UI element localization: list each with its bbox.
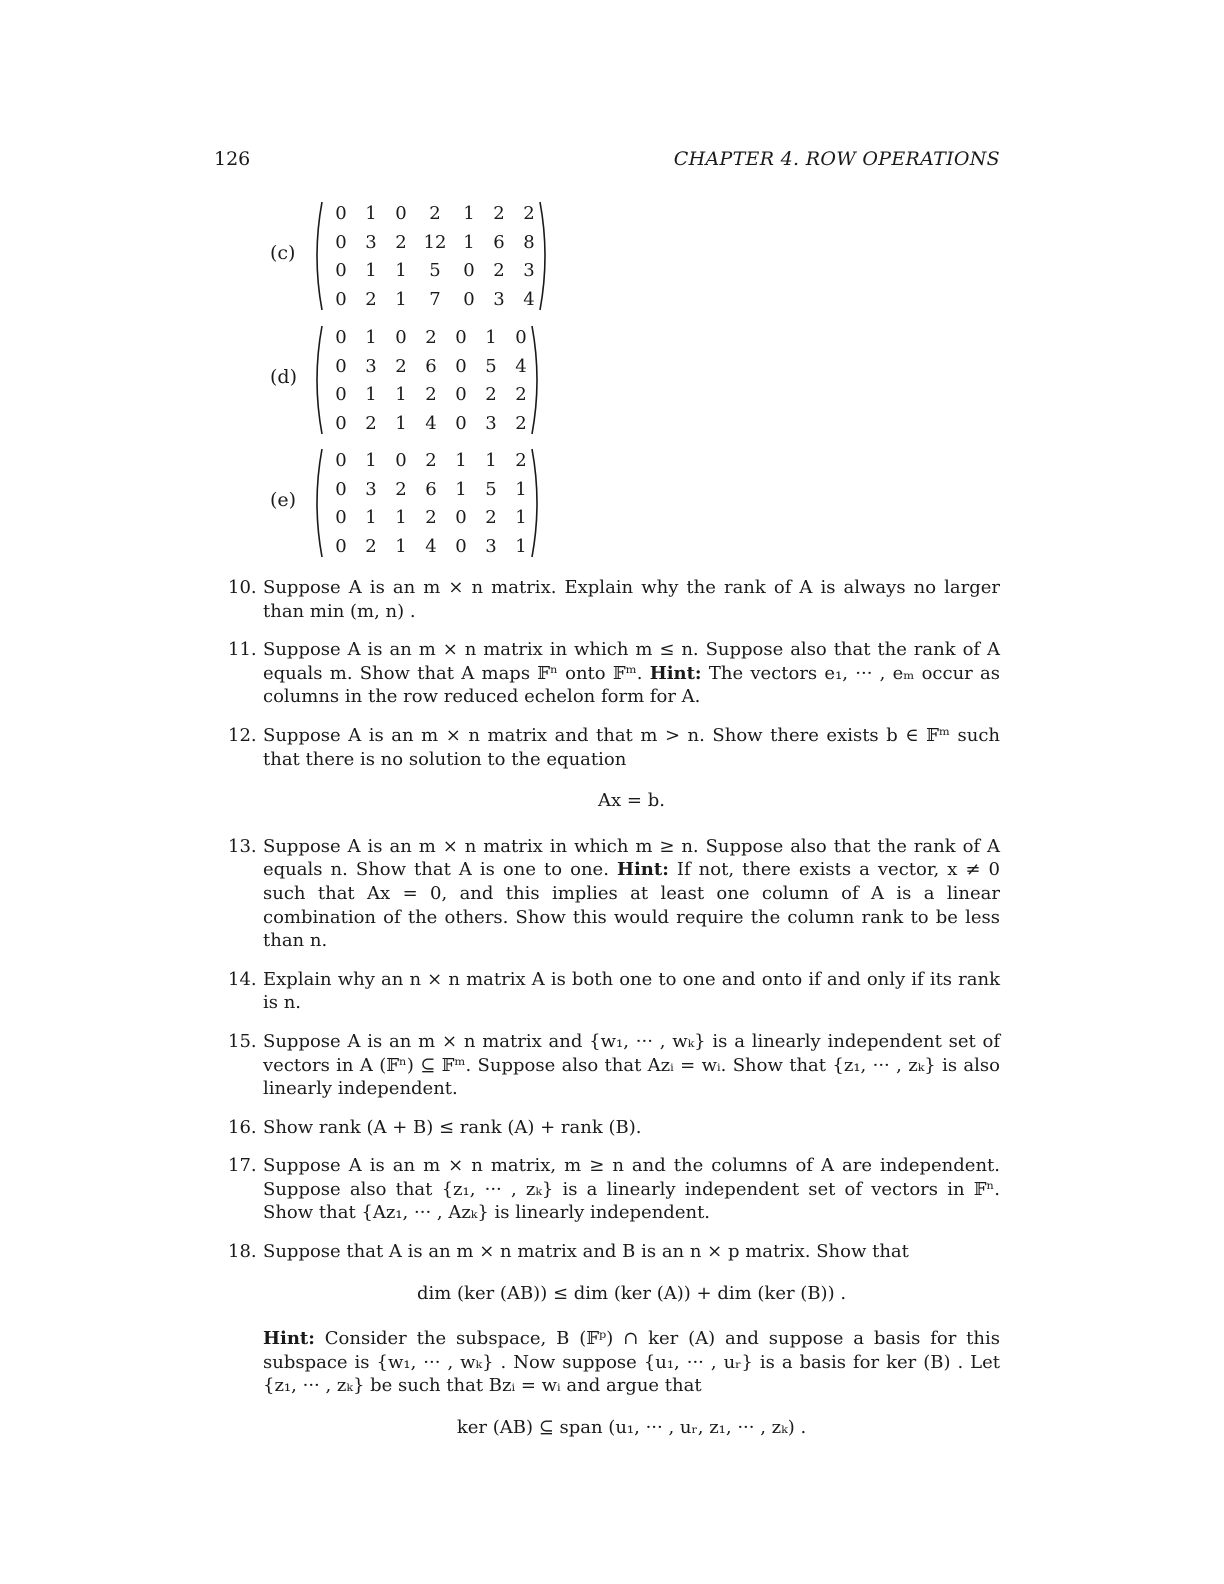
matrix-cell: 1 [365,260,377,281]
matrix-cell: 1 [463,203,475,224]
matrix-cell: 2 [523,203,535,224]
matrix-cell: 3 [365,355,377,377]
matrix-grid [326,447,536,561]
matrix-cell: 1 [395,288,407,310]
page-number: 126 [214,148,251,170]
problem-text: Suppose A is an m × n matrix and that m > n. Show there exists b ∈ 𝔽ᵐ such that there is no solution to the equation [263,724,1000,770]
matrix-cell: 0 [455,412,467,434]
left-paren-icon [310,200,324,312]
matrix-cell: 2 [425,327,437,348]
matrix-cell: 2 [425,450,437,471]
matrix-cell: 0 [335,260,347,281]
display-equation: ker (AB) ⊆ span (u₁, ··· , uᵣ, z₁, ··· , zₖ) . [456,1417,807,1439]
matrix-cell: 5 [485,478,497,500]
matrix-cell: 0 [455,327,467,348]
matrix-cell: 2 [395,355,407,377]
matrix-cell: 1 [395,260,407,281]
hint-label: Hint: [649,662,702,684]
matrix-cell: 6 [425,478,437,500]
matrix-cell: 1 [455,478,467,500]
matrix-cell: 6 [493,231,505,253]
matrix-cell: 0 [455,384,467,405]
matrix-cell: 3 [485,535,497,557]
matrix-cell: 0 [335,412,347,434]
problem-text: Explain why an n × n matrix A is both one to one and onto if and only if its rank is n. [263,968,1000,1014]
problem-11 [228,638,1000,709]
hint-text: If not, there exists a vector, x ≠ 0 such that Ax = 0, and this implies at least one column of A is a linear combination of the others. Show this would require the column rank to be less than n. [263,859,1000,952]
problem-number: 16. [228,1116,257,1138]
problem-14 [228,968,1000,1015]
matrix-cell: 0 [455,355,467,377]
matrix-cell: 8 [523,231,535,253]
problem-number: 18. [228,1241,257,1263]
matrix-cell: 4 [425,412,437,434]
matrix-cell: 0 [455,507,467,528]
matrix-cell: 0 [335,450,347,471]
matrix-grid [326,324,536,438]
problem-12 [228,724,1000,813]
matrix-cell: 0 [463,260,475,281]
matrix-cell: 2 [485,507,497,528]
matrix-cell: 0 [515,327,527,348]
problem-10 [228,576,1000,623]
problem-text: Suppose A is an m × n matrix in which m ≥ n. Suppose also that the rank of A equals n. Show that A is one to one. [263,835,1000,881]
matrix-cell: 3 [523,260,535,281]
problem-number: 15. [228,1030,257,1052]
matrix-cell: 1 [365,450,377,471]
matrix-cell: 1 [395,535,407,557]
matrix-cell: 0 [395,327,407,348]
matrix-cell: 1 [365,507,377,528]
left-paren-icon [310,324,324,436]
matrix-cell: 2 [365,535,377,557]
matrix-cell: 6 [425,355,437,377]
matrix-cell: 1 [463,231,475,253]
matrix-cell: 2 [425,384,437,405]
matrix-cell: 0 [335,327,347,348]
problem-text: Suppose A is an m × n matrix and {w₁, ··· , wₖ} is a linearly independent set of vectors in A (𝔽ⁿ) ⊆ 𝔽ᵐ. Suppose also that Azᵢ = wᵢ. Show that {z₁, ··· , zₖ} is also linearly independent. [263,1030,1000,1100]
right-paren-icon [530,447,544,559]
matrix-cell: 1 [395,507,407,528]
chapter-title: CHAPTER 4. ROW OPERATIONS [673,148,1000,170]
matrix-cell: 3 [365,231,377,253]
matrix-cell: 0 [335,203,347,224]
problem-number: 17. [228,1155,257,1177]
right-paren-icon [538,200,552,312]
matrix-cell: 2 [365,288,377,310]
matrix-cell: 0 [335,535,347,557]
matrix-c [270,200,552,318]
matrix-cell: 2 [493,260,505,281]
matrix-label: (c) [270,242,296,264]
matrix-cell: 0 [335,355,347,377]
problem-number: 10. [228,577,257,598]
problem-number: 12. [228,724,257,746]
problem-13 [228,835,1000,953]
matrix-cell: 2 [493,203,505,224]
matrix-cell: 3 [493,288,505,310]
matrix-cell: 1 [515,507,527,528]
matrix-cell: 1 [515,535,527,557]
problem-18 [228,1240,1000,1440]
matrix-cell: 1 [515,478,527,500]
matrix-cell: 1 [365,327,377,348]
matrix-label: (d) [270,366,297,388]
problem-text: Suppose A is an m × n matrix in which m ≤ n. Suppose also that the rank of A equals m. Show that A maps 𝔽ⁿ onto 𝔽ᵐ. [263,639,1000,684]
matrix-cell: 0 [335,478,347,500]
problem-15 [228,1030,1000,1101]
problem-16 [228,1116,1000,1140]
matrix-cell: 0 [395,450,407,471]
matrix-cell: 0 [335,288,347,310]
matrix-cell: 1 [395,412,407,434]
matrix-cell: 7 [429,288,441,310]
matrix-cell: 1 [365,384,377,405]
hint-text: The vectors e₁, ··· , eₘ occur as columns in the row reduced echelon form for A. [263,662,1000,708]
matrix-cell: 0 [455,535,467,557]
matrix-label: (e) [270,489,297,511]
matrix-d [270,324,544,442]
hint-paragraph [263,1327,1000,1398]
problem-number: 14. [228,968,257,990]
right-paren-icon [530,324,544,436]
matrix-cell: 1 [455,450,467,471]
matrix-grid [326,200,544,314]
matrix-cell: 0 [335,231,347,253]
matrix-cell: 2 [365,412,377,434]
matrix-cell: 2 [515,412,527,434]
matrix-cell: 12 [423,231,447,253]
matrix-e [270,447,544,565]
problem-text: Show rank (A + B) ≤ rank (A) + rank (B). [263,1116,642,1138]
matrix-cell: 2 [425,507,437,528]
matrix-cell: 1 [485,450,497,471]
problem-text: Suppose that A is an m × n matrix and B is an n × p matrix. Show that [263,1241,909,1263]
problem-text: Suppose A is an m × n matrix, m ≥ n and the columns of A are independent. Suppose also that {z₁, ··· , zₖ} is a linearly independent set of vectors in 𝔽ⁿ. Show that {Az₁, ··· , Azₖ} is linearly independent. [263,1155,1000,1224]
problem-17 [228,1154,1000,1225]
display-equation: dim (ker (AB)) ≤ dim (ker (A)) + dim (ker (B)) . [416,1282,847,1304]
matrix-cell: 2 [515,384,527,405]
matrix-cell: 4 [425,535,437,557]
matrix-cell: 2 [485,384,497,405]
left-paren-icon [310,447,324,559]
matrix-cell: 1 [365,203,377,224]
matrix-cell: 5 [429,260,441,281]
matrix-cell: 2 [395,231,407,253]
matrix-cell: 0 [463,288,475,310]
matrix-cell: 0 [335,507,347,528]
problem-number: 13. [228,835,257,857]
problem-text: Suppose A is an m × n matrix. Explain why the rank of A is always no larger than min (m, n) . [263,577,1000,622]
hint-label: Hint: [616,859,669,881]
matrix-cell: 1 [395,384,407,405]
display-equation: Ax = b. [598,790,665,812]
matrix-cell: 1 [485,327,497,348]
problem-number: 11. [228,639,257,661]
hint-label: Hint: [263,1328,315,1350]
matrix-cell: 3 [365,478,377,500]
matrix-cell: 0 [395,203,407,224]
matrix-cell: 2 [515,450,527,471]
hint-text: Consider the subspace, B (𝔽ᵖ) ∩ ker (A) and suppose a basis for this subspace is {w₁, ··· , wₖ} . Now suppose {u₁, ··· , uᵣ} is a basis for ker (B) . Let {z₁, ··· , zₖ} be such that Bzᵢ = wᵢ and argue that [263,1328,1000,1397]
matrix-cell: 2 [395,478,407,500]
matrix-cell: 2 [429,203,441,224]
problem-list [228,576,1000,1462]
matrix-cell: 5 [485,355,497,377]
matrix-cell: 4 [523,288,535,310]
matrix-cell: 0 [335,384,347,405]
matrix-cell: 4 [515,355,527,377]
matrix-cell: 3 [485,412,497,434]
